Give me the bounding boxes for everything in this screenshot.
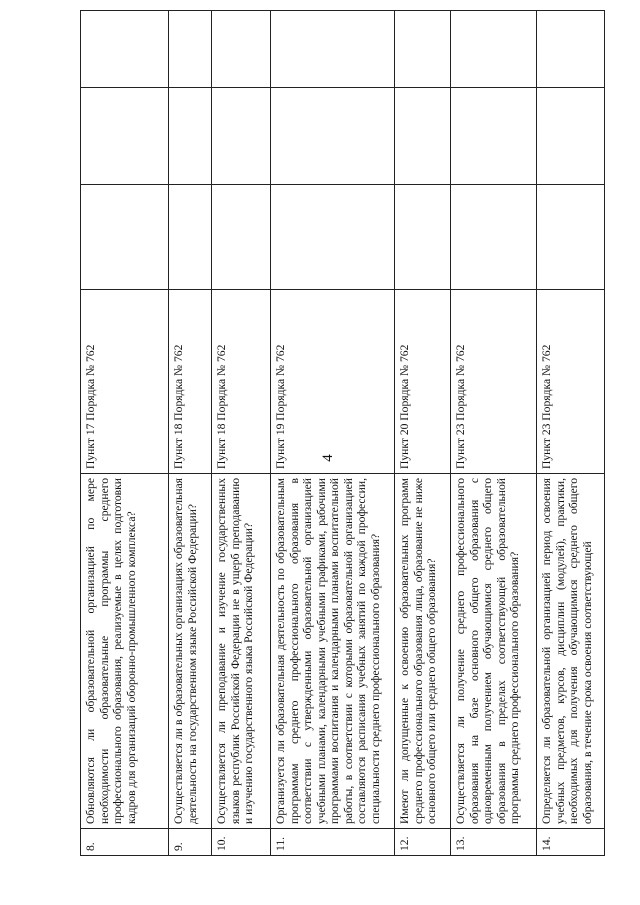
question-cell: Осуществляется ли преподавание и изучение государственных языков республик Российской Федерации не в ущерб преподаванию и изучению государственного языка Российской Федерации? [212,474,271,829]
question-cell: Обновляются ли образовательной организацией по мере необходимости образовательные программы среднего профессионального образования, реализуемые в целях подготовки кадров для организаций оборонно-промышленного комплекса? [81,474,169,829]
answer-cell [169,185,212,290]
table-row [212,11,271,856]
table-row [451,11,537,856]
note-cell [271,11,395,88]
table-row [271,11,395,856]
answer-cell [212,88,271,185]
row-number: 12. [395,829,451,856]
reference-cell: Пункт 18 Порядка № 762 [169,290,212,474]
table-row [81,11,169,856]
question-cell: Определяется ли образовательной организацией период освоения учебных предметов, курсов, дисциплин (модулей), практики, необходимых для получения обучающимися среднего общего образования, в течение срока освоения соответствующей [537,474,605,829]
note-cell [395,11,451,88]
answer-cell [81,88,169,185]
page-number: 4 [320,454,336,462]
reference-cell: Пункт 23 Порядка № 762 [451,290,537,474]
note-cell [169,11,212,88]
table-row [169,11,212,856]
answer-cell [537,185,605,290]
answer-cell [271,88,395,185]
reference-cell: Пункт 20 Порядка № 762 [395,290,451,474]
answer-cell [271,185,395,290]
answer-cell [537,88,605,185]
answer-cell [451,88,537,185]
answer-cell [169,88,212,185]
table-row [395,11,451,856]
question-cell: Осуществляется ли в образовательных организациях образовательная деятельность на государственном языке Российской Федерации? [169,474,212,829]
reference-cell: Пункт 18 Порядка № 762 [212,290,271,474]
checklist-table [80,10,605,856]
row-number: 9. [169,829,212,856]
question-cell: Организуется ли образовательная деятельность по образовательным программам среднего профессионального образования в соответствии с утвержденными образовательной организацией учебными планами, календарными учебными графиками, рабочими программами воспитания и календарными планами воспитательной работы, в соответствии с которыми образовательной организацией составляются расписания учебных занятий по каждой профессии, специальности среднего профессионального образования? [271,474,395,829]
reference-cell: Пункт 19 Порядка № 762 [271,290,395,474]
reference-cell: Пункт 23 Порядка № 762 [537,290,605,474]
row-number: 8. [81,829,169,856]
answer-cell [81,185,169,290]
question-cell: Осуществляется ли получение среднего профессионального образования на базе основного общего образования с одновременным получением обучающимися среднего общего образования в пределах соответствующей образовательной программы среднего профессионального образования? [451,474,537,829]
answer-cell [395,88,451,185]
row-number: 14. [537,829,605,856]
question-cell: Имеют ли допущенные к освоению образовательных программ среднего профессионального образования лица, образование не ниже основного общего или среднего общего образования? [395,474,451,829]
note-cell [537,11,605,88]
answer-cell [395,185,451,290]
row-number: 13. [451,829,537,856]
note-cell [451,11,537,88]
reference-cell: Пункт 17 Порядка № 762 [81,290,169,474]
row-number: 10. [212,829,271,856]
note-cell [212,11,271,88]
answer-cell [212,185,271,290]
row-number: 11. [271,829,395,856]
answer-cell [451,185,537,290]
table-row [537,11,605,856]
checklist-table-rotated [80,65,614,856]
note-cell [81,11,169,88]
